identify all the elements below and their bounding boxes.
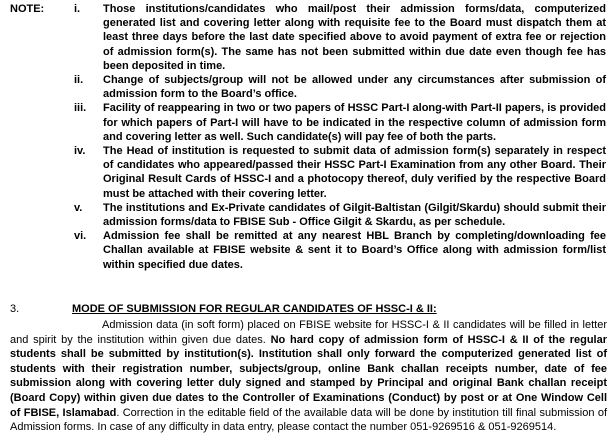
section-number: 3.	[10, 303, 20, 315]
note-item-number: vi.	[74, 230, 87, 243]
note-item-text: Those institutions/candidates who mail/post their admission forms/data, computerized generated list and covering letter along with requisite fee to the Board must dispatch them at least three days before the last date specified above to avoid payment of extra fee or rejection of admission form(s). The same has not been submitted within due date even though fee has been deposited in time.	[103, 3, 606, 72]
note-item-text: Change of subjects/group will not be allowed under any circumstances after submission of admission form to the Board’s office.	[103, 74, 606, 101]
note-item	[0, 229, 615, 272]
section-paragraph	[10, 318, 607, 435]
section-heading: MODE OF SUBMISSION FOR REGULAR CANDIDATES OF HSSC-I & II:	[72, 303, 437, 315]
note-item-number: iv.	[74, 145, 86, 158]
note-item	[0, 2, 615, 73]
paragraph-text: . Correction in the editable field of the available data will be done by institution till final submission of Admission forms. In case of any difficulty in data entry, please contact the number 051-9269516 & 051-9269514.	[10, 406, 608, 434]
note-item	[0, 101, 615, 144]
note-item-text: The institutions and Ex-Private candidates of Gilgit-Baltistan (Gilgit/Skardu) should submit their admission forms/data to FBISE Sub - Office Gilgit & Skardu, as per schedule.	[103, 201, 606, 229]
paragraph-bold-text: No hard copy of admission form of HSSC-I & II of the regular students shall be submitted by institution(s). Institution shall only forward the computerized generated list of students with their registration number, subjects/group, online Bank challan receipts number, date of fee submission along with covering letter duly signed and stamped by Principal and original Bank challan receipt (Board Copy) within given due dates to the Controller of Examinations (Conduct) by post or at One Window Cell of FBISE, Islamabad	[10, 333, 607, 419]
note-item-number: v.	[74, 201, 83, 214]
note-item-number: ii.	[74, 74, 84, 87]
note-item-text: Admission fee shall be remitted at any nearest HBL Branch by completing/downloading fee Challan available at FBISE website & sent it to Board’s Office along with admission form/list within specified due dates.	[103, 230, 606, 271]
note-label: NOTE:	[10, 3, 45, 15]
note-item	[0, 73, 615, 101]
note-item-number: iii.	[74, 102, 87, 115]
note-item-number: i.	[74, 3, 81, 15]
note-list	[0, 2, 615, 272]
note-item-text: The Head of institution is requested to submit data of admission form(s) separately in respect of candidates who appeared/passed their HSSC Part-I Examination from any other Board. Their Original Result Cards of HSSC-I and a photocopy thereof, duly verified by the respective Board must be attached with their covering letter.	[103, 145, 606, 200]
note-item	[0, 201, 615, 229]
note-item-text: Facility of reappearing in two or two papers of HSSC Part-I along-with Part-II papers, is provided for which papers of Part-I will have to be indicated in the respective column of admission form and covering letter as well. Such candidate(s) will pay fee of both the parts.	[103, 102, 606, 143]
note-item	[0, 144, 615, 201]
paragraph-text: Admission data (in soft form) placed on FBISE website for HSSC-I & II candidates will be filled in letter and spirit by the institution within given due dates.	[10, 319, 607, 346]
